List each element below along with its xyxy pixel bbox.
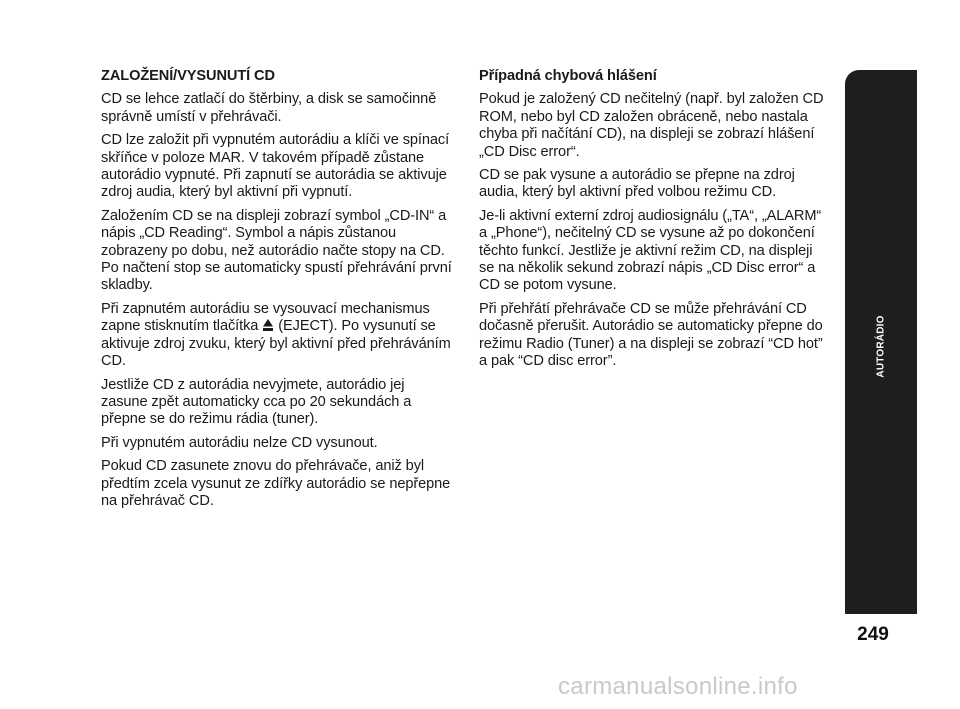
paragraph: Při přehřátí přehrávače CD se může přehrávání CD dočasně přerušit. Autorádio se automaticky přepne do režimu Radio (Tuner) a na displeji se zobrazí “CD hot” a pak “CD disc error”. (479, 300, 823, 370)
right-column (479, 68, 831, 377)
left-column (101, 68, 453, 516)
paragraph-text: Při zapnutém autorádiu se vysouvací mechanismus zapne stisknutím tlačítka (101, 300, 430, 335)
section-heading-error-messages: Případná chybová hlášení (479, 68, 657, 84)
paragraph-eject (101, 301, 453, 371)
paragraph: CD se pak vysune a autorádio se přepne na zdroj audia, který byl aktivní před volbou režimu CD. (479, 167, 795, 201)
section-label-text: AUTORÁDIO (875, 314, 887, 378)
paragraph: Při vypnutém autorádiu nelze CD vysunout. (101, 434, 378, 451)
watermark: carmanualsonline.info (558, 673, 798, 700)
eject-icon (263, 319, 273, 331)
section-tab-label (861, 316, 901, 376)
paragraph: Jestliže CD z autorádia nevyjmete, autorádio jej zasune zpět automaticky cca po 20 sekundách a přepne se do režimu rádia (tuner). (101, 376, 412, 428)
paragraph: Je-li aktivní externí zdroj audiosignálu („TA“, „ALARM“ a „Phone“), nečitelný CD se vysune až po dokončení těchto funkcí. Jestliže je aktivní režim CD, na displeji se na několik sekund zobrazí nápis „CD Disc error“ a CD se potom vysune. (479, 207, 822, 294)
paragraph: CD lze založit při vypnutém autorádiu a klíči ve spínací skříňce v poloze MAR. V takovém případě zůstane autorádio vypnuté. Při zapnutí se autorádia se aktivuje zdroj audia, který byl aktivní při vypnutí. (101, 132, 450, 201)
paragraph: Pokud je založený CD nečitelný (např. byl založen CD ROM, nebo byl CD založen obráceně, nebo nastala chyba při načítání CD), na displeji se zobrazí hlášení „CD Disc error“. (479, 91, 824, 160)
paragraph: Založením CD se na displeji zobrazí symbol „CD-IN“ a nápis „CD Reading“. Symbol a nápis zůstanou zobrazeny po dobu, než autorádio načte stopy na CD. Po načtení stop se automaticky spustí přehrávání první skladby. (101, 207, 452, 294)
section-heading-insert-eject: ZALOŽENÍ/VYSUNUTÍ CD (101, 68, 275, 84)
paragraph: CD se lehce zatlačí do štěrbiny, a disk se samočinně správně umístí v přehrávači. (101, 91, 437, 125)
paragraph: Pokud CD zasunete znovu do přehrávače, aniž byl předtím zcela vysunut ze zdířky autorádio se nepřepne na přehrávač CD. (101, 458, 451, 509)
paragraph-text: (EJECT). Po vysunutí se aktivuje zdroj zvuku, který byl aktivní před přehráváním CD. (101, 318, 451, 370)
page-number: 249 (857, 624, 889, 645)
